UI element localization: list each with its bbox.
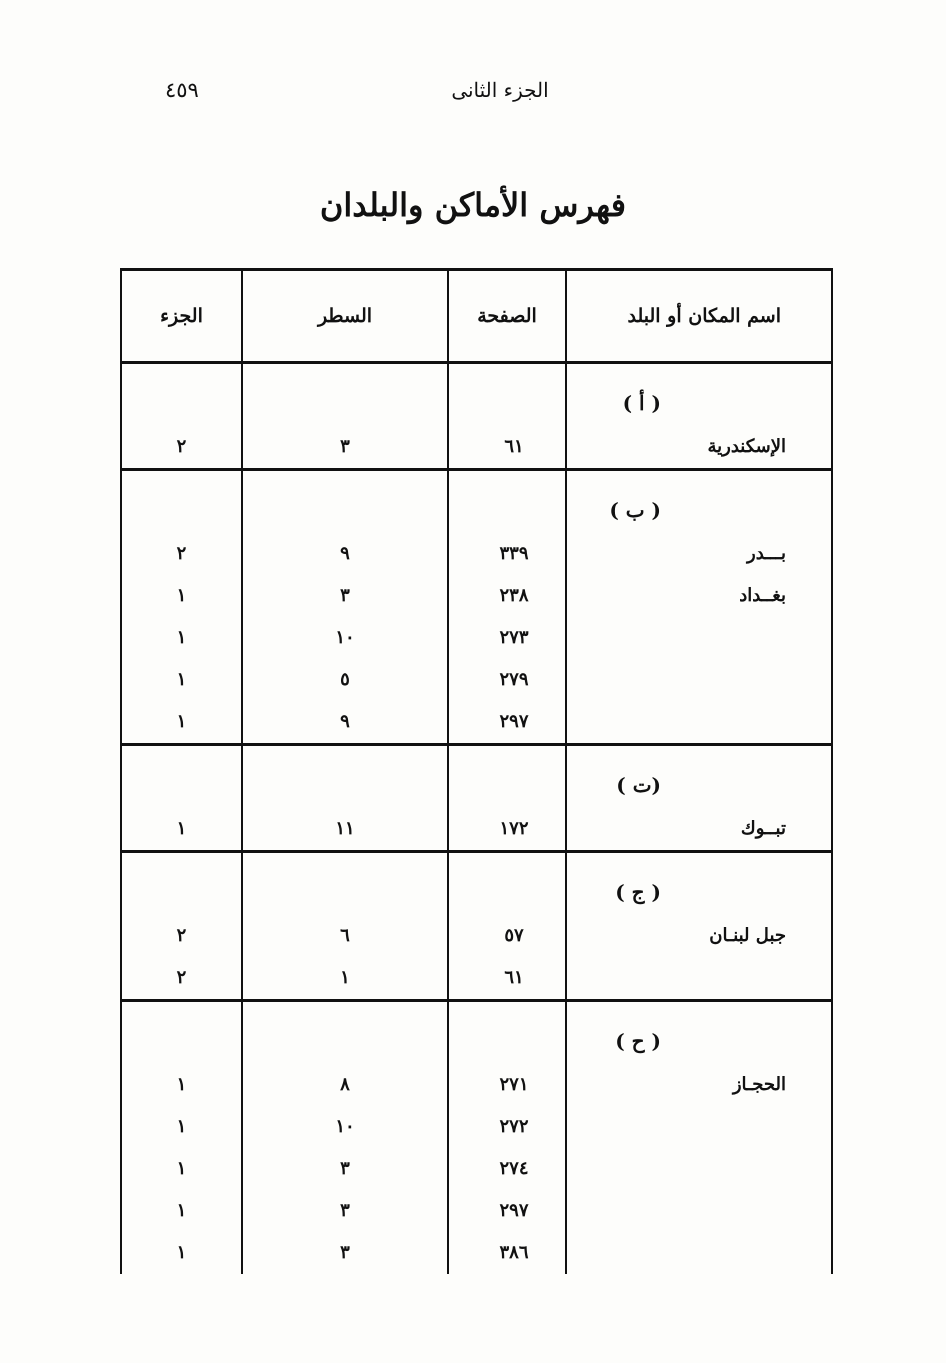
part-value: ١ bbox=[176, 1200, 187, 1221]
line-value: ٨ bbox=[340, 1074, 350, 1095]
page-value: ٢٧٩ bbox=[499, 669, 529, 690]
line-value: ٦ bbox=[340, 925, 350, 946]
letter-group bbox=[121, 470, 832, 745]
line-cell bbox=[242, 852, 448, 1001]
place-name bbox=[567, 1232, 831, 1274]
group-letter-heading: (ت ) bbox=[616, 773, 661, 797]
page-cell bbox=[448, 470, 566, 745]
part-value: ٢ bbox=[176, 543, 187, 564]
group-letter-heading: ( ب ) bbox=[609, 498, 661, 522]
page-value: ٢٧٢ bbox=[499, 1116, 529, 1137]
column-header-page: الصفحة bbox=[448, 270, 566, 363]
place-name bbox=[567, 1190, 831, 1232]
page-cell bbox=[448, 852, 566, 1001]
page-value: ٣٨٦ bbox=[499, 1242, 529, 1263]
group-letter-heading: ( ح ) bbox=[615, 1029, 661, 1053]
part-cell bbox=[121, 852, 242, 1001]
page-value: ١٧٢ bbox=[499, 818, 529, 839]
place-name bbox=[567, 1106, 831, 1148]
place-name bbox=[567, 1148, 831, 1190]
page-value: ٢٧١ bbox=[499, 1074, 529, 1095]
part-cell bbox=[121, 363, 242, 470]
page-number: ٤٥٩ bbox=[165, 78, 199, 102]
place-name: بغــداد bbox=[739, 585, 786, 606]
place-cell bbox=[566, 745, 832, 852]
place-name: الحجـاز bbox=[732, 1074, 786, 1095]
part-cell bbox=[121, 1001, 242, 1275]
page-value: ٢٣٨ bbox=[499, 585, 529, 606]
place-cell bbox=[566, 470, 832, 745]
part-value: ٢ bbox=[176, 436, 187, 457]
group-row bbox=[121, 852, 832, 1001]
page-value: ٢٩٧ bbox=[499, 1200, 529, 1221]
line-value: ١٠ bbox=[335, 627, 355, 648]
line-cell bbox=[242, 1001, 448, 1275]
page-cell bbox=[448, 745, 566, 852]
part-value: ١ bbox=[176, 669, 187, 690]
part-cell bbox=[121, 470, 242, 745]
page-value: ٢٧٣ bbox=[499, 627, 529, 648]
place-name bbox=[567, 957, 831, 999]
letter-group bbox=[121, 363, 832, 470]
page-value: ٢٩٧ bbox=[499, 711, 529, 732]
part-value: ١ bbox=[176, 1116, 187, 1137]
line-value: ١١ bbox=[335, 818, 355, 839]
page-cell bbox=[448, 1001, 566, 1275]
place-name bbox=[567, 617, 831, 659]
place-cell bbox=[566, 1001, 832, 1275]
line-value: ١ bbox=[340, 967, 350, 988]
part-value: ١ bbox=[176, 1158, 187, 1179]
line-value: ٣ bbox=[340, 1242, 350, 1263]
group-letter-heading: ( أ ) bbox=[622, 391, 661, 415]
line-value: ١٠ bbox=[335, 1116, 355, 1137]
page-value: ٦١ bbox=[504, 436, 524, 457]
line-value: ٣ bbox=[340, 436, 350, 457]
group-row bbox=[121, 745, 832, 852]
letter-group bbox=[121, 1001, 832, 1275]
page-header bbox=[0, 78, 946, 108]
place-cell bbox=[566, 852, 832, 1001]
part-value: ٢ bbox=[176, 967, 187, 988]
part-value: ١ bbox=[176, 585, 187, 606]
place-name: بـــدر bbox=[747, 543, 786, 564]
line-value: ٣ bbox=[340, 585, 350, 606]
place-cell bbox=[566, 363, 832, 470]
line-value: ٩ bbox=[340, 711, 350, 732]
part-value: ١ bbox=[176, 818, 187, 839]
part-value: ٢ bbox=[176, 925, 187, 946]
part-value: ١ bbox=[176, 1242, 187, 1263]
line-value: ٣ bbox=[340, 1200, 350, 1221]
line-value: ٩ bbox=[340, 543, 350, 564]
table-header-row bbox=[121, 270, 832, 363]
running-title: الجزء الثانى bbox=[451, 78, 549, 102]
places-index-table bbox=[120, 268, 833, 1274]
index-title: فهرس الأماكن والبلدان bbox=[319, 186, 627, 224]
group-letter-heading: ( ج ) bbox=[615, 880, 661, 904]
line-cell bbox=[242, 363, 448, 470]
part-value: ١ bbox=[176, 711, 187, 732]
part-value: ١ bbox=[176, 627, 187, 648]
line-value: ٥ bbox=[340, 669, 350, 690]
group-row bbox=[121, 470, 832, 745]
page-value: ٥٧ bbox=[504, 925, 524, 946]
column-header-place: اسم المكان أو البلد bbox=[566, 270, 832, 363]
place-name: الإسكندرية bbox=[707, 436, 786, 457]
place-name: جبل لبنـان bbox=[709, 925, 786, 946]
page-value: ٢٧٤ bbox=[499, 1158, 529, 1179]
line-cell bbox=[242, 745, 448, 852]
line-value: ٣ bbox=[340, 1158, 350, 1179]
place-name bbox=[567, 701, 831, 743]
column-header-line: السطر bbox=[242, 270, 448, 363]
page-value: ٣٣٩ bbox=[499, 543, 529, 564]
group-row bbox=[121, 363, 832, 470]
page-cell bbox=[448, 363, 566, 470]
column-header-part: الجزء bbox=[121, 270, 242, 363]
part-cell bbox=[121, 745, 242, 852]
place-name bbox=[567, 659, 831, 701]
letter-group bbox=[121, 745, 832, 852]
letter-group bbox=[121, 852, 832, 1001]
line-cell bbox=[242, 470, 448, 745]
group-row bbox=[121, 1001, 832, 1275]
page-value: ٦١ bbox=[504, 967, 524, 988]
place-name: تبــوك bbox=[740, 818, 786, 839]
part-value: ١ bbox=[176, 1074, 187, 1095]
